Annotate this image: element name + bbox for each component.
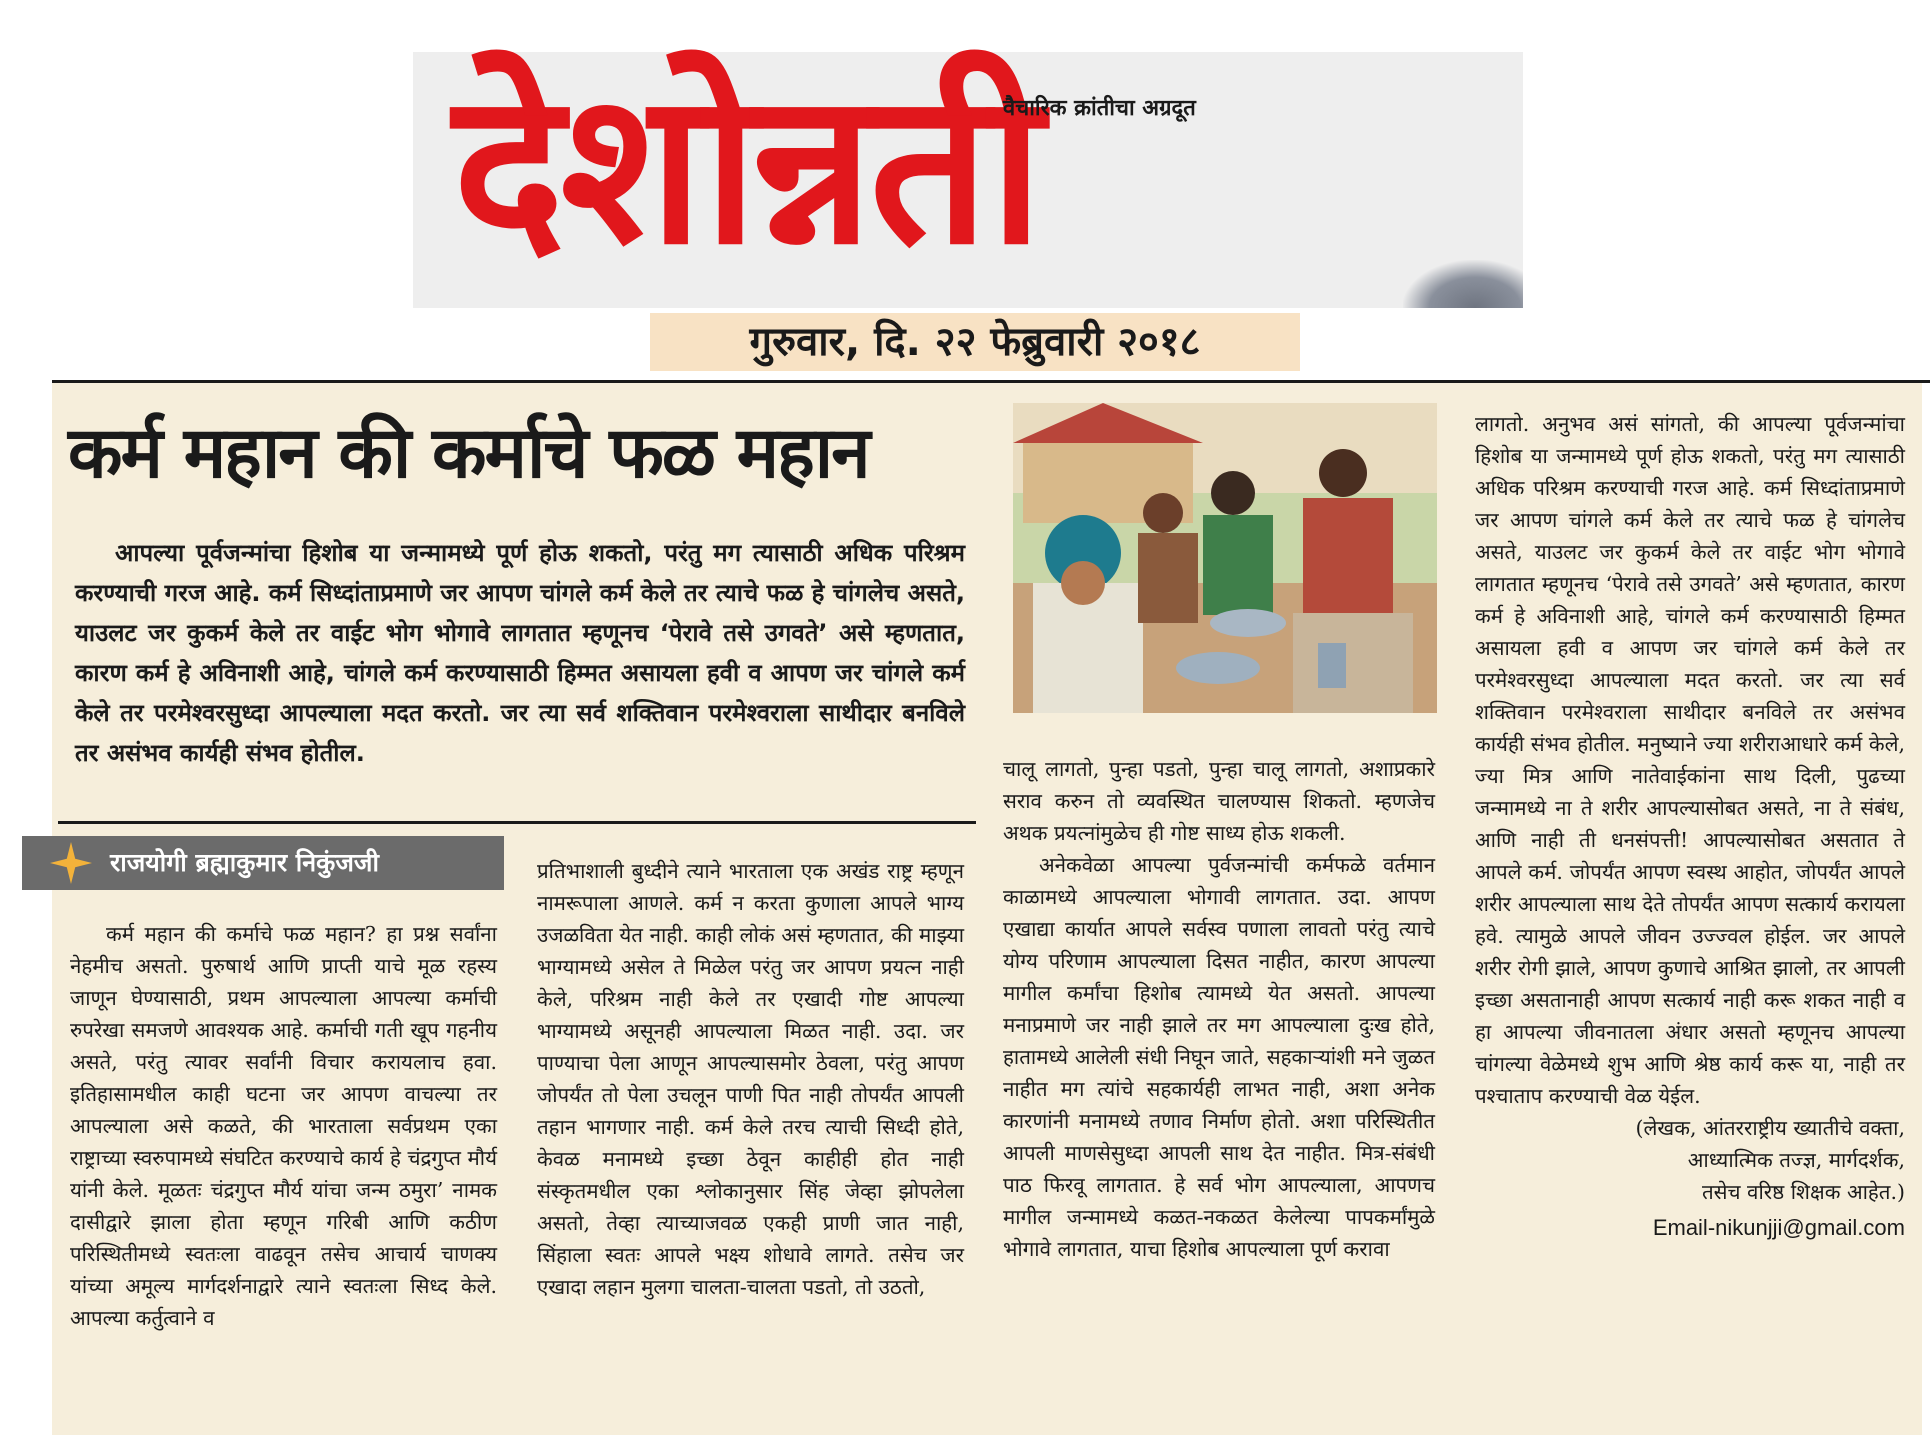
column-4-text: लागतो. अनुभव असं सांगतो, की आपल्या पूर्वजन्मांचा हिशोब या जन्मामध्ये पूर्ण होऊ शकतो, परंतु मग त्यासाठी अधिक परिश्रम करण्याची गरज आहे. कर्म सिध्दांताप्रमाणे जर आपण चांगले कर्म केले तर त्याचे फळ हे चांगलेच असते, याउलट जर कुकर्म केले तर वाईट भोग भोगावे लागतात म्हणूनच ‘पेरावे तसे उगवते’ असे म्हणतात, कारण कर्म हे अविनाशी आहे, चांगले कर्म करण्यासाठी हिम्मत असायला हवी व आपण जर चांगले कर्म केले तर परमेश्वरसुध्दा आपल्याला मदत करतो. जर त्या सर्व शक्तिवान परमेश्वराला साथीदार बनविले तर असंभव कार्यही संभव होतील. मनुष्याने ज्या शरीराआधारे कर्म केले, ज्या मित्र आणि नातेवाईकांना साथ दिली, पुढच्या जन्मामध्ये ना ते शरीर आपल्यासोबत असते, ना ते संबंध, आणि नाही ती धनसंपत्ती! आपल्यासोबत असतात ते आपले कर्म. जोपर्यंत आपण स्वस्थ आहोत, जोपर्यंत आपले शरीर आपल्याला साथ देते तोपर्यंत आपण सत्कार्य करायला हवे. त्यामुळे आपले जीवन उज्ज्वल होईल. जर आपले शरीर रोगी झाले, आपण कुणाचे आश्रित झालो, तर आपली इच्छा असतानाही आपण सत्कार्य नाही करू शकत नाही व हा आपल्या जीवनातला अंधार असतो म्हणूनच आपल्या चांगल्या वेळेमध्ये शुभ आणि श्रेष्ठ कार्य करू या, नाही तर पश्चाताप करण्याची वेळ येईल. [1475, 412, 1905, 1108]
illustration-image [1013, 403, 1437, 713]
column-3-text-a: चालू लागतो, पुन्हा पडतो, पुन्हा चालू लागतो, अशाप्रकारे सराव करुन तो व्यवस्थित चालण्यास शिकतो. म्हणजेच अथक प्रयत्नांमुळेच ही गोष्ट साध्य होऊ शकली. [1003, 757, 1435, 845]
article-illustration [1013, 403, 1437, 713]
column-3-text-b: अनेकवेळा आपल्या पुर्वजन्मांची कर्मफळे वर्तमान काळामध्ये आपल्याला भोगावी लागतात. उदा. आपण एखाद्या कार्यात आपले सर्वस्व पणाला लावतो परंतु त्याचे योग्य परिणाम आपल्याला दिसत नाहीत, कारण आपल्या मागील कर्मांचा हिशोब त्यामध्ये येत असतो. आपल्या मनाप्रमाणे जर नाही झाले तर मग आपल्याला दुःख होते, हातामध्ये आलेली संधी निघून जाते, सहकाऱ्यांशी मने जुळत नाहीत मग त्यांचे सहकार्यही लाभत नाही, अशा अनेक कारणांनी मनामध्ये तणाव निर्माण होतो. अशा परिस्थितीत आपली माणसेसुध्दा आपली साथ देत नाहीत. मित्र-संबंधी पाठ फिरवू लागतात. हे सर्व भोग आपल्याला, आपणच मागील जन्मामध्ये कळत-नकळत केलेल्या पापकर्मांमुळे भोगावे लागतात, याचा हिशोब आपल्याला पूर्ण करावा [1003, 853, 1435, 1261]
dateline: गुरुवार, दि. २२ फेब्रुवारी २०१८ [650, 313, 1300, 371]
lead-divider [58, 821, 976, 824]
masthead [413, 46, 1523, 308]
author-note-line-2: आध्यात्मिक तज्ज्ञ, मार्गदर्शक, [1687, 1148, 1905, 1172]
author-byline [22, 836, 504, 890]
masthead-decoration [1403, 260, 1523, 308]
masthead-title: देशोन्नती [453, 46, 1040, 291]
author-note-line-1: (लेखक, आंतरराष्ट्रीय ख्यातीचे वक्ता, [1635, 1116, 1905, 1140]
masthead-tagline: वैचारिक क्रांतीचा अग्रदूत [1003, 96, 1196, 121]
star-icon [50, 842, 92, 884]
column-1-text: कर्म महान की कर्माचे फळ महान? हा प्रश्न सर्वांना नेहमीच असतो. पुरुषार्थ आणि प्राप्ती याचे मूळ रहस्य जाणून घेण्यासाठी, प्रथम आपल्याला आपल्या कर्माची रुपरेखा समजणे आवश्यक आहे. कर्माची गती खूप गहनीय असते, परंतु त्यावर सर्वांनी विचार करायलाच हवा. इतिहासामधील काही घटना जर आपण वाचल्या तर आपल्याला असे कळते, की भारताला सर्वप्रथम एका राष्ट्राच्या स्वरुपामध्ये संघटित करण्याचे कार्य हे चंद्रगुप्त मौर्य यांनी केले. मूळतः चंद्रगुप्त मौर्य यांचा जन्म ठमुरा’ नामक दासीद्वारे झाला होता म्हणून गरिबी आणि कठीण परिस्थितीमध्ये स्वतःला वाढवून तसेच आचार्य चाणक्य यांच्या अमूल्य मार्गदर्शनाद्वारे त्याने स्वतःला सिध्द केले. आपल्या कर्तुत्वाने व [70, 922, 497, 1330]
article-column-3 [1003, 753, 1435, 1265]
author-name: राजयोगी ब्रह्माकुमार निकुंजजी [110, 848, 379, 877]
article-column-4 [1475, 408, 1905, 1244]
article-column-1 [70, 918, 497, 1334]
article-headline: कर्म महान की कर्माचे फळ महान [68, 411, 869, 494]
author-note-line-3: तसेच वरिष्ठ शिक्षक आहेत.) [1701, 1180, 1905, 1204]
column-2-text: प्रतिभाशाली बुध्दीने त्याने भारताला एक अखंड राष्ट्र म्हणून नामरूपाला आणले. कर्म न करता कुणाला आपले भाग्य उजळविता येत नाही. काही लोकं असं म्हणतात, की माझ्या भाग्यामध्ये असेल ते मिळेल परंतु जर आपण प्रयत्न नाही केले, परिश्रम नाही केले तर एखादी गोष्ट आपल्या भाग्यामध्ये असूनही आपल्याला मिळत नाही. उदा. जर पाण्याचा पेला आणून आपल्यासमोर ठेवला, परंतु आपण जोपर्यंत तो पेला उचलून पाणी पित नाही तोपर्यंत आपली तहान भागणार नाही. कर्म केले तरच त्याची सिध्दी होते, केवळ मनामध्ये इच्छा ठेवून काहीही होत नाही संस्कृतमधील एका श्लोकानुसार सिंह जेव्हा झोपलेला असतो, तेव्हा त्याच्याजवळ एकही प्राणी जात नाही, सिंहाला स्वतः आपले भक्ष्य शोधावे लागते. तसेच जर एखादा लहान मुलगा चालता-चालता पडतो, तो उठतो, [537, 859, 964, 1299]
article-lead: आपल्या पूर्वजन्मांचा हिशोब या जन्मामध्ये पूर्ण होऊ शकतो, परंतु मग त्यासाठी अधिक परिश्रम करण्याची गरज आहे. कर्म सिध्दांताप्रमाणे जर आपण चांगले कर्म केले तर त्याचे फळ हे चांगलेच असते, याउलट जर कुकर्म केले तर वाईट भोग भोगावे लागतात म्हणूनच ‘पेरावे तसे उगवते’ असे म्हणतात, कारण कर्म हे अविनाशी आहे, चांगले कर्म करण्यासाठी हिम्मत असायला हवी व आपण जर चांगले कर्म केले तर परमेश्वरसुध्दा आपल्याला मदत करतो. जर त्या सर्व शक्तिवान परमेश्वराला साथीदार बनविले तर असंभव कार्यही संभव होतील. [75, 539, 965, 767]
article-column-2 [537, 855, 964, 1303]
author-email: Email-nikunjji@gmail.com [1652, 1215, 1905, 1240]
